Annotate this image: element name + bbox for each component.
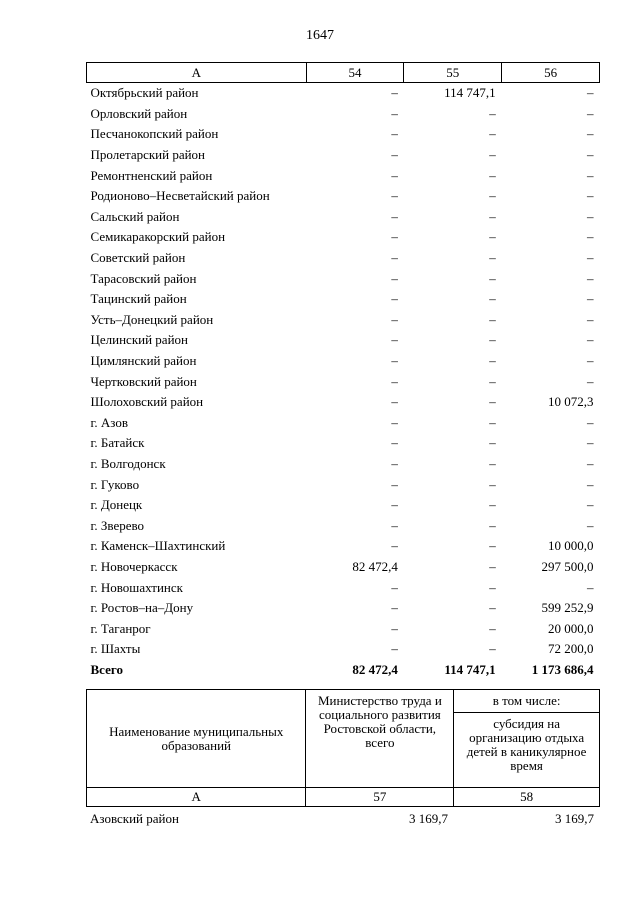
value-cell: 10 000,0 [548,538,594,554]
value-cell: – [587,476,594,492]
value-cell: – [489,600,496,616]
municipality-name: г. Таганрог [90,620,151,636]
municipality-name: Тарасовский район [90,270,197,286]
index-cell: 57 [306,788,454,807]
total-value: 114 747,1 [444,661,496,677]
value-cell: – [489,353,496,369]
value-cell: – [587,167,594,183]
page-number: 1647 [306,28,334,43]
value-cell: – [587,105,594,121]
municipality-name: Сальский район [90,208,180,224]
value-cell: – [489,435,496,451]
value-cell: – [587,353,594,369]
value-cell: – [587,250,594,266]
value-cell: – [391,250,398,266]
table-row [87,124,600,145]
table-row [87,310,600,331]
value-cell: – [489,188,496,204]
municipality-name: Азовский район [90,811,179,826]
header-cell: 56 [502,63,600,83]
value-cell: 3 169,7 [409,811,448,826]
header-table-columns-57-58 [86,689,600,807]
table-row [87,165,600,186]
value-cell: – [489,414,496,430]
value-cell: – [391,455,398,471]
table-row [87,145,600,166]
value-cell: – [391,476,398,492]
table-row [87,207,600,228]
value-cell: – [587,579,594,595]
header-cell: 55 [404,63,502,83]
table-row [87,392,600,413]
value-cell: – [587,373,594,389]
municipality-name: Целинский район [90,332,188,348]
total-row [87,660,600,681]
value-cell: – [587,126,594,142]
value-cell: – [489,558,496,574]
value-cell: – [391,538,398,554]
table-row [87,186,600,207]
value-cell: – [391,373,398,389]
value-cell: 72 200,0 [548,641,594,657]
value-cell: – [587,291,594,307]
value-cell: – [489,620,496,636]
value-cell: – [489,229,496,245]
value-cell: – [587,497,594,513]
value-cell: – [587,332,594,348]
municipality-name: Ремонтненский район [90,167,213,183]
value-cell: – [489,538,496,554]
value-cell: 82 472,4 [352,558,398,574]
ministry-column-header: Министерство труда и социального развития Ростовской области, всего [306,690,454,788]
table-row [87,474,600,495]
value-cell: – [489,250,496,266]
municipality-name: Пролетарский район [90,147,206,163]
value-cell: – [489,373,496,389]
total-value: 1 173 686,4 [531,661,594,677]
value-cell: – [391,311,398,327]
municipality-name: Чертковский район [90,373,197,389]
table-row [87,268,600,289]
municipality-name: г. Гуково [90,476,140,492]
municipality-name: Тацинский район [90,291,187,307]
value-cell: – [587,147,594,163]
column-index-row [87,788,600,807]
table-row [87,433,600,454]
table-row [87,227,600,248]
municipality-name: г. Новошахтинск [90,579,183,595]
table-row [87,104,600,125]
value-cell: – [391,291,398,307]
value-cell: – [489,497,496,513]
value-cell: – [489,641,496,657]
table-row [87,557,600,578]
value-cell: – [587,311,594,327]
table-row [86,810,600,828]
table-row [87,371,600,392]
value-cell: – [391,147,398,163]
municipality-name: Шолоховский район [90,394,204,410]
value-cell: – [489,291,496,307]
data-table-columns-54-56 [86,62,600,680]
table-row [87,289,600,310]
value-cell: – [391,435,398,451]
value-cell: – [489,105,496,121]
value-cell: – [587,517,594,533]
value-cell: – [489,476,496,492]
data-table-columns-57-58 [86,810,600,828]
value-cell: – [489,394,496,410]
value-cell: – [489,147,496,163]
table-header-row [87,63,600,83]
value-cell: – [391,85,398,101]
value-cell: 20 000,0 [548,620,594,636]
value-cell: – [489,208,496,224]
table-row [87,351,600,372]
municipality-name: Песчанокопский район [90,126,219,142]
index-cell: 58 [454,788,600,807]
table-row [87,454,600,475]
municipality-name: Орловский район [90,105,188,121]
municipality-name: г. Шахты [90,641,141,657]
table-row [87,330,600,351]
municipality-name: г. Ростов–на–Дону [90,600,194,616]
value-cell: – [391,208,398,224]
index-cell: А [87,788,306,807]
municipality-name: г. Донецк [90,497,143,513]
header-cell: А [87,63,307,83]
municipality-name: Цимлянский район [90,353,197,369]
table-row [87,598,600,619]
value-cell: – [391,105,398,121]
table-row [87,577,600,598]
subsidy-column-header: субсидия на организацию отдыха детей в каникулярное время [454,713,600,788]
value-cell: – [391,394,398,410]
total-label: Всего [90,661,123,677]
value-cell: – [391,126,398,142]
value-cell: – [489,126,496,142]
value-cell: 114 747,1 [444,85,496,101]
value-cell: – [489,270,496,286]
value-cell: – [489,579,496,595]
value-cell: – [391,332,398,348]
value-cell: – [391,579,398,595]
value-cell: – [391,188,398,204]
value-cell: – [587,455,594,471]
table-row [87,515,600,536]
value-cell: – [391,353,398,369]
total-value: 82 472,4 [352,661,398,677]
municipality-column-header: Наименование муниципальных образований [87,690,306,788]
value-cell: – [587,85,594,101]
value-cell: – [391,620,398,636]
municipality-name: Семикаракорский район [90,229,226,245]
value-cell: – [489,167,496,183]
municipality-name: Родионово–Несветайский район [90,188,270,204]
value-cell: 10 072,3 [548,394,594,410]
value-cell: – [391,229,398,245]
table-row [87,618,600,639]
value-cell: – [489,311,496,327]
value-cell: – [391,270,398,286]
header-cell: 54 [306,63,404,83]
value-cell: – [391,517,398,533]
value-cell: 297 500,0 [541,558,594,574]
value-cell: – [391,497,398,513]
value-cell: – [489,455,496,471]
municipality-name: г. Зверево [90,517,145,533]
value-cell: – [391,600,398,616]
value-cell: – [391,641,398,657]
table-row [87,639,600,660]
value-cell: – [489,517,496,533]
value-cell: – [391,167,398,183]
table-row [87,413,600,434]
municipality-name: г. Каменск–Шахтинский [90,538,226,554]
municipality-name: г. Азов [90,414,128,430]
including-column-header: в том числе: [454,690,600,713]
municipality-name: г. Волгодонск [90,455,166,471]
municipality-name: Октябрьский район [90,85,199,101]
municipality-name: г. Новочеркасск [90,558,178,574]
municipality-name: Усть–Донецкий район [90,311,214,327]
value-cell: – [391,414,398,430]
value-cell: – [587,270,594,286]
municipality-name: г. Батайск [90,435,145,451]
value-cell: – [587,435,594,451]
value-cell: – [587,229,594,245]
value-cell: – [587,208,594,224]
municipality-name: Советский район [90,250,186,266]
value-cell: – [489,332,496,348]
table-row [87,536,600,557]
value-cell: 599 252,9 [541,600,594,616]
value-cell: 3 169,7 [555,811,594,826]
value-cell: – [587,414,594,430]
table-row [87,83,600,104]
table-row [87,495,600,516]
value-cell: – [587,188,594,204]
table-row [87,248,600,269]
